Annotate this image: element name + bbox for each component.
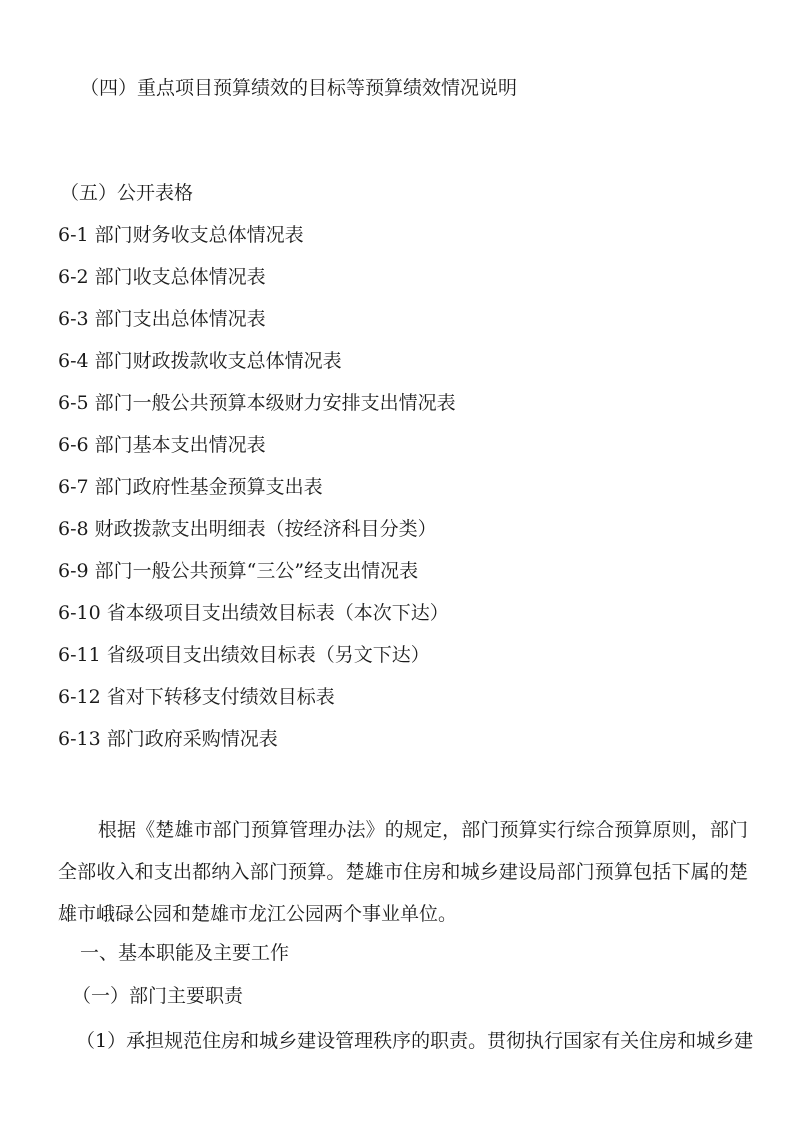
table-item: 6-9 部门一般公共预算“三公”经支出情况表 [58, 560, 419, 582]
table-item: 6-7 部门政府性基金预算支出表 [58, 476, 323, 498]
section-5-heading: （五）公开表格 [60, 182, 194, 204]
intro-paragraph: 根据《楚雄市部门预算管理办法》的规定，部门预算实行综合预算原则，部门全部收入和支出都纳入部门预算。楚雄市住房和城乡建设局部门预算包括下属的楚雄市峨碌公园和楚雄市龙江公园两个事业单位。 [58, 819, 748, 925]
table-item: 6-1 部门财务收支总体情况表 [58, 224, 304, 246]
table-item: 6-13 部门政府采购情况表 [58, 728, 278, 750]
table-item: 6-8 财政拨款支出明细表（按经济科目分类） [58, 518, 437, 540]
table-item: 6-11 省级项目支出绩效目标表（另文下达） [58, 644, 430, 666]
table-item: 6-3 部门支出总体情况表 [58, 308, 266, 330]
heading-basic-functions: 一、基本职能及主要工作 [80, 942, 290, 964]
table-item: 6-5 部门一般公共预算本级财力安排支出情况表 [58, 392, 456, 414]
table-item: 6-6 部门基本支出情况表 [58, 434, 266, 456]
table-item: 6-2 部门收支总体情况表 [58, 266, 266, 288]
table-item: 6-10 省本级项目支出绩效目标表（本次下达） [58, 602, 449, 624]
duty-item-1: （1）承担规范住房和城乡建设管理秩序的职责。贯彻执行国家有关住房和城乡建 [76, 1030, 754, 1052]
section-4-heading: （四）重点项目预算绩效的目标等预算绩效情况说明 [80, 77, 518, 99]
table-item: 6-12 省对下转移支付绩效目标表 [58, 686, 335, 708]
table-item: 6-4 部门财政拨款收支总体情况表 [58, 350, 342, 372]
heading-main-duties: （一）部门主要职责 [72, 985, 244, 1007]
